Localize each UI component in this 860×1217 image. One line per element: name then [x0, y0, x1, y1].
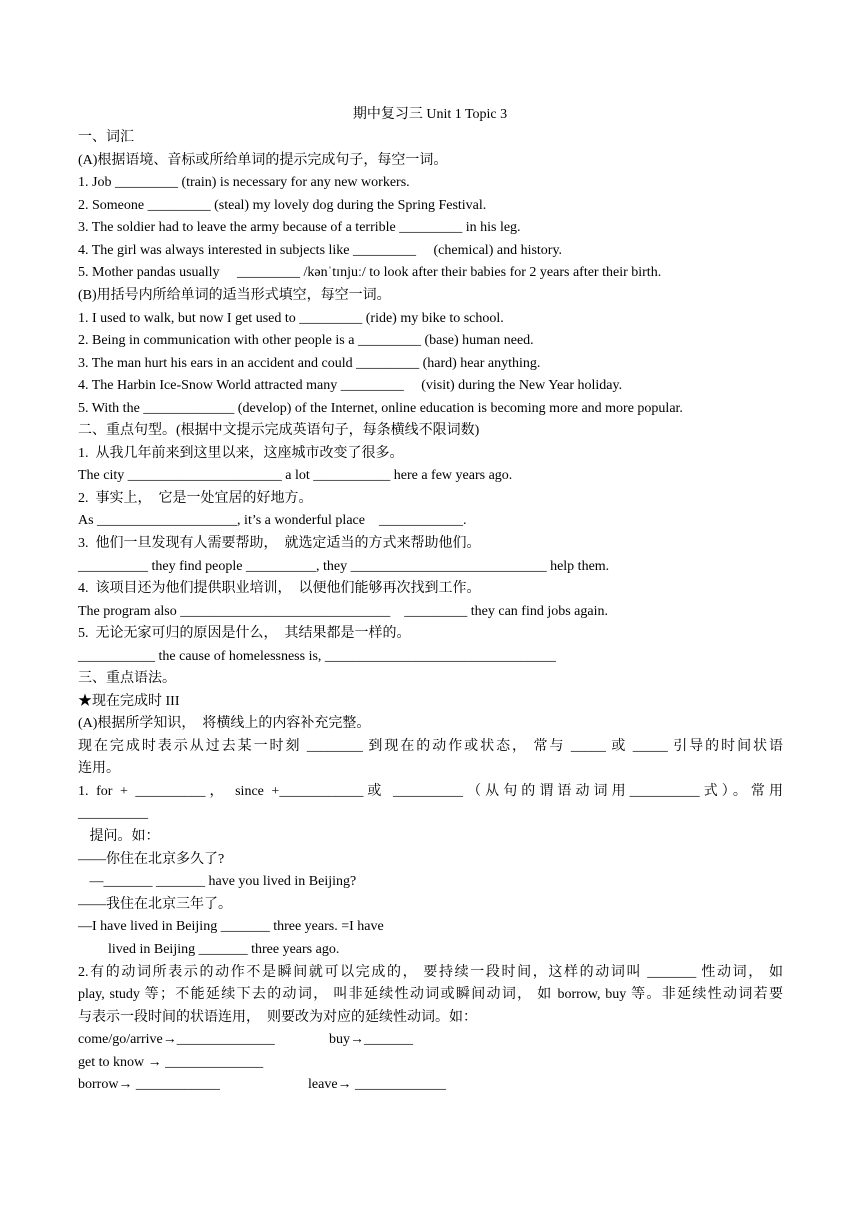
question-line: 5. Mother pandas usually _________ /kənˈtɪnjuː/ to look after their babies for 2 years after their birth. [78, 265, 662, 280]
question-line: 4. The girl was always interested in subjects like _________ (chemical) and history. [78, 243, 563, 258]
question-line: 1. I used to walk, but now I get used to _________ (ride) my bike to school. [78, 311, 504, 326]
example-line: —I have lived in Beijing _______ three years. =I have [78, 919, 384, 934]
sentence-prompt: 3. 他们一旦发现有人需要帮助， 就选定适当的方式来帮助他们。 [78, 536, 481, 551]
page-title: 期中复习三 Unit 1 Topic 3 [352, 107, 508, 122]
section-1a-instruction: (A)根据语境、音标或所给单词的提示完成句子，每空一词。 [78, 153, 448, 168]
sentence-blank-line: __________ they find people __________, they ____________________________ help them. [78, 559, 610, 574]
example-line: —_______ _______ have you lived in Beijing? [86, 874, 357, 889]
question-line: 3. The soldier had to leave the army because of a terrible _________ in his leg. [78, 220, 521, 235]
example-line: ——我住在北京三年了。 [78, 897, 232, 912]
question-line: 2. Being in communication with other people is a _________ (base) human need. [78, 333, 534, 348]
sentence-blank-line: As ____________________, it’s a wonderful place ____________. [78, 513, 467, 528]
section-1b-instruction: (B)用括号内所给单词的适当形式填空，每空一词。 [78, 288, 391, 303]
sentence-blank-line: The program also ______________________________ _________ they can find jobs again. [78, 604, 608, 619]
grammar-rule-line: 提问。如： [86, 829, 160, 844]
sentence-prompt: 5. 无论无家可归的原因是什么， 其结果都是一样的。 [78, 626, 411, 641]
grammar-paragraph-line: play, study 等；不能延续下去的动词， 叫非延续性动词或瞬间动词， 如 borrow, buy 等。非延续性动词若要 [78, 987, 783, 1002]
question-line: 4. The Harbin Ice-Snow World attracted many _________ (visit) during the New Year holiday. [78, 378, 623, 393]
verb-conversion: borrow→ ____________ [78, 1077, 220, 1092]
verb-conversion: come/go/arrive→______________ [78, 1032, 275, 1047]
example-line: ——你住在北京多久了? [78, 852, 225, 867]
grammar-paragraph-line: 2.有的动词所表示的动作不是瞬间就可以完成的， 要持续一段时间，这样的动词叫 _______ 性动词， 如 [78, 965, 783, 980]
grammar-rule-blank: __________ [78, 806, 148, 821]
grammar-rule-line: 1. for + __________， since +____________或 __________（从句的谓语动词用__________式）。常用 [78, 784, 783, 799]
verb-conversion: get to know → ______________ [78, 1055, 264, 1070]
grammar-paragraph-line: 连用。 [78, 761, 120, 776]
verb-conversion: buy→_______ [329, 1032, 413, 1047]
question-line: 5. With the _____________ (develop) of the Internet, online education is becoming more and more popular. [78, 401, 683, 416]
sentence-prompt: 2. 事实上， 它是一处宜居的好地方。 [78, 491, 313, 506]
section-1-heading: 一、词汇 [78, 130, 134, 145]
question-line: 1. Job _________ (train) is necessary for any new workers. [78, 175, 410, 190]
sentence-blank-line: The city ______________________ a lot ___________ here a few years ago. [78, 468, 513, 483]
example-line: lived in Beijing _______ three years ago. [108, 942, 340, 957]
grammar-paragraph-line: 现在完成时表示从过去某一时刻 ________ 到现在的动作或状态， 常与 _____ 或 _____ 引导的时间状语 [78, 739, 783, 754]
question-line: 3. The man hurt his ears in an accident and could _________ (hard) hear anything. [78, 356, 541, 371]
sentence-prompt: 1. 从我几年前来到这里以来，这座城市改变了很多。 [78, 446, 404, 461]
section-2-heading: 二、重点句型。(根据中文提示完成英语句子，每条横线不限词数) [78, 423, 480, 438]
section-3a-instruction: (A)根据所学知识， 将横线上的内容补充完整。 [78, 716, 371, 731]
verb-conversion: leave→ _____________ [308, 1077, 447, 1092]
grammar-paragraph-line: 与表示一段时间的状语连用， 则要改为对应的延续性动词。如： [78, 1010, 477, 1025]
section-3-heading: 三、重点语法。 [78, 671, 176, 686]
sentence-prompt: 4. 该项目还为他们提供职业培训， 以便他们能够再次找到工作。 [78, 581, 481, 596]
question-line: 2. Someone _________ (steal) my lovely dog during the Spring Festival. [78, 198, 487, 213]
grammar-topic: ★现在完成时 III [78, 694, 180, 709]
sentence-blank-line: ___________ the cause of homelessness is, _________________________________ [78, 649, 556, 664]
